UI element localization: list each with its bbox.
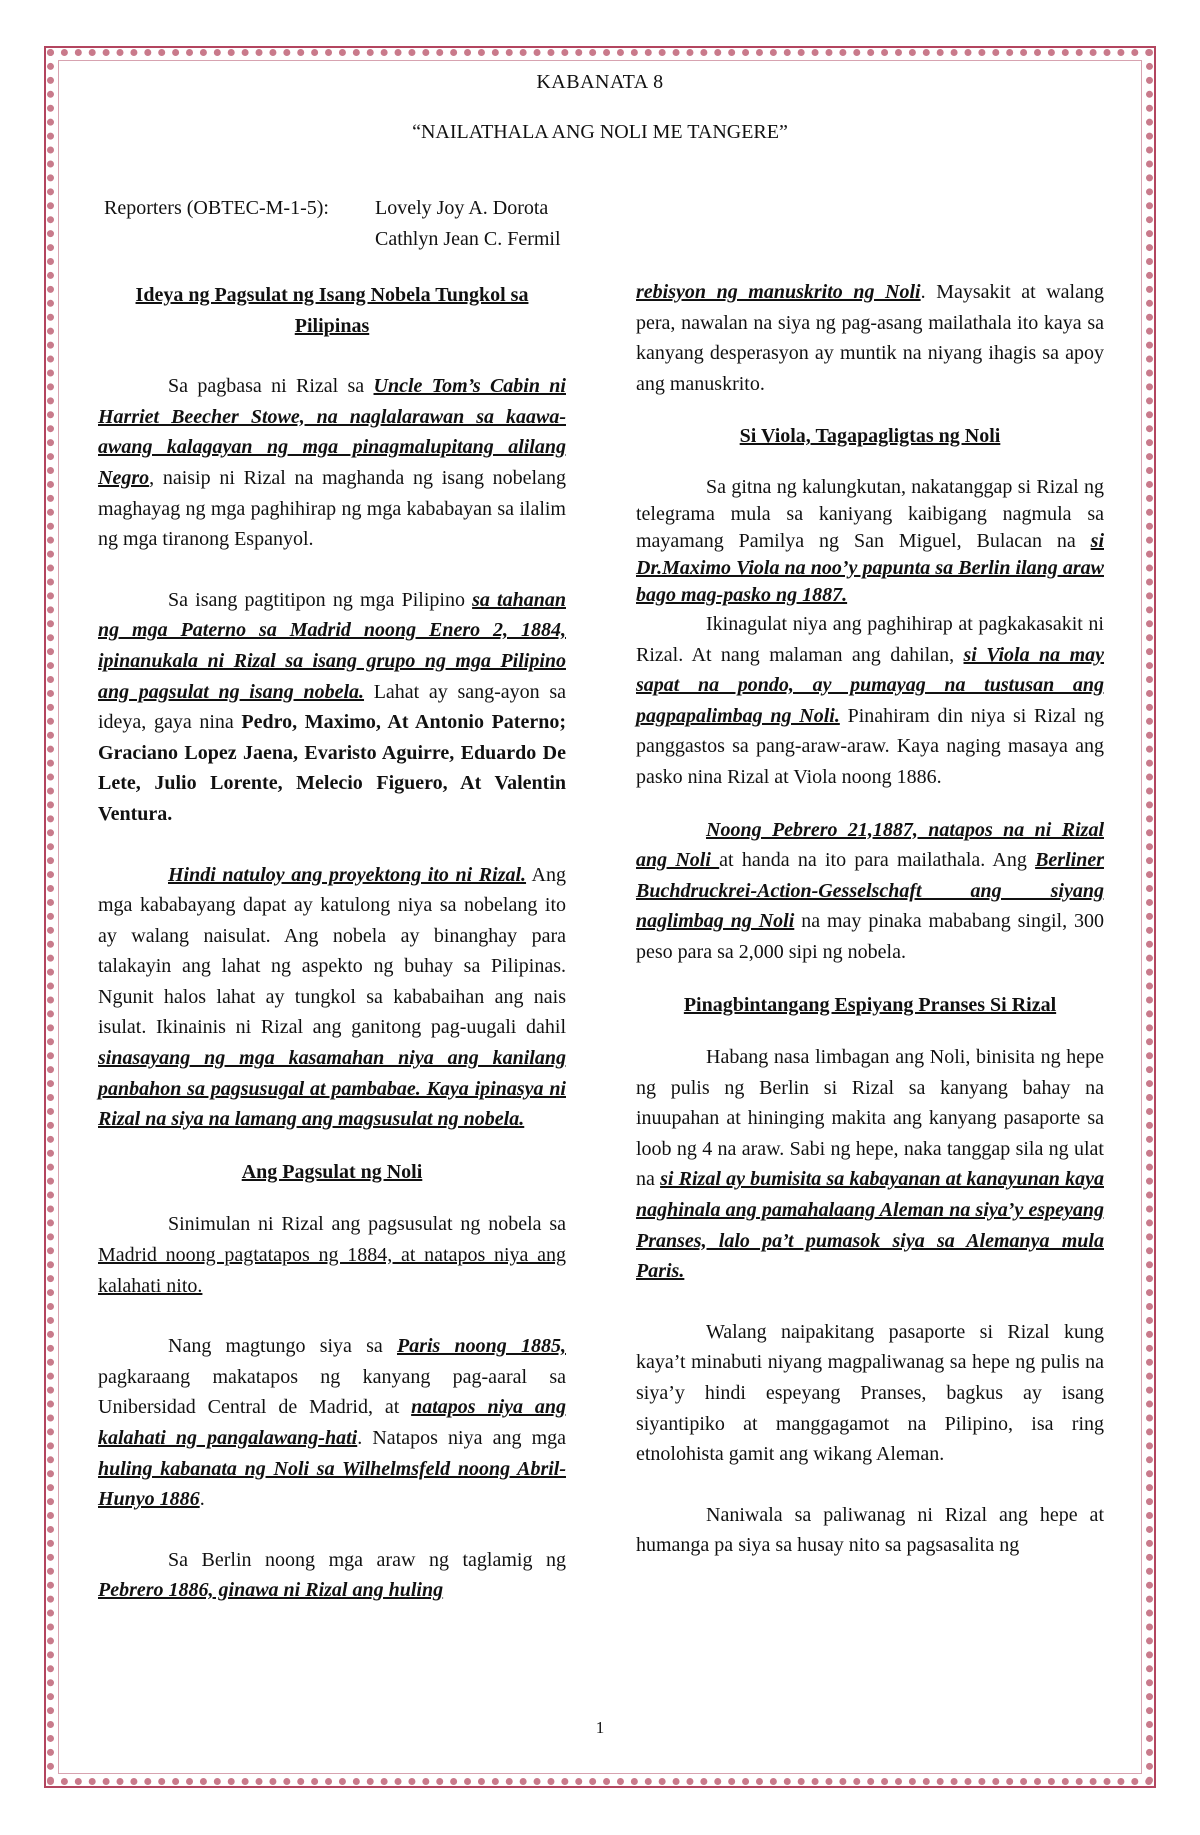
text-run: Ikinagulat niya ang paghihirap at pagkakasakit ni Rizal. At nang malaman ang dahilan,	[636, 612, 1104, 666]
paragraph	[98, 1545, 566, 1606]
emphasis-run: natapos niya ang kalahati ng pangalawang-hati	[98, 1396, 566, 1449]
text-run: Sa gitna ng kalungkutan, nakatanggap si Rizal ng telegrama mula sa kaniyang kaibigang nagmula sa mayamang Pamilya ng San Miguel, Bulacan na	[636, 475, 1104, 552]
section-heading: Ang Pagsulat ng Noli	[241, 1160, 423, 1183]
text-run: pagkaraang makatapos ng kanyang pag-aaral sa Unibersidad Central de Madrid, at	[98, 1365, 566, 1419]
reporters-label: Reporters (OBTEC-M-1-5):	[104, 197, 329, 219]
emphasis-run: Noong Pebrero 21,1887, natapos na ni Rizal ang Noli	[636, 818, 1104, 872]
text-run: na may pinaka mababang singil, 300 peso para sa 2,000 sipi ng nobela.	[636, 910, 1104, 963]
text-run: Sa pagbasa ni Rizal sa	[168, 375, 374, 398]
left-column	[98, 280, 566, 1606]
text-run: Habang nasa limbagan ang Noli, binisita ng hepe ng pulis ng Berlin si Rizal sa kanyang bahay na inuupahan at hininging makita ang kanyang pasaporte sa loob ng 4 na araw. Sabi ng hepe, naka tanggap sila ng ulat na	[636, 1046, 1104, 1191]
emphasis-run: Hindi natuloy ang proyektong ito ni Rizal.	[168, 863, 527, 886]
paragraph	[636, 609, 1104, 793]
emphasis-run: Paris noong 1885,	[397, 1335, 566, 1358]
reporter-name: Cathlyn Jean C. Fermil	[375, 228, 561, 250]
paragraph	[98, 585, 566, 830]
paragraph: Naniwala sa paliwanag ni Rizal ang hepe at humanga pa siya sa husay nito sa pagsasalita ng	[636, 1503, 1104, 1557]
reporter-name: Lovely Joy A. Dorota	[375, 197, 549, 219]
text-run: . Maysakit at walang pera, nawalan na siya ng pag-asang mailathala ito kaya sa kanyang desperasyon ay muntik na niyang ihagis sa apoy ang manuskrito.	[636, 281, 1104, 395]
section-heading: Pinagbintangang Espiyang Pranses Si Rizal	[683, 993, 1057, 1016]
paragraph: Walang naipakitang pasaporte si Rizal kung kaya’t minabuti niyang magpaliwanag sa hepe ng pulis na siya’y hindi espeyang Pranses, bagkus ay isang siyantipiko at manggagamot na Pilipino, isa ring etnolohista gamit ang wikang Aleman.	[636, 1320, 1104, 1466]
text-run: .	[199, 1488, 205, 1511]
section-heading: Ideya ng Pagsulat ng Isang Nobela Tungkol sa Pilipinas	[135, 284, 529, 337]
text-run: Sa Berlin noong mga araw ng taglamig ng	[168, 1548, 566, 1571]
text-run: at handa na ito para mailathala. Ang	[719, 849, 1036, 872]
bold-names: Pedro, Maximo, At Antonio Paterno; Graciano Lopez Jaena, Evaristo Aguirre, Eduardo De Lete, Julio Lorente, Melecio Figuero, At Valentin Ventura.	[98, 711, 567, 825]
emphasis-run: rebisyon ng manuskrito ng Noli	[636, 281, 921, 303]
chapter-title: “NAILATHALA ANG NOLI ME TANGERE”	[412, 121, 788, 143]
paragraph	[636, 277, 1104, 399]
right-column	[636, 277, 1104, 1561]
emphasis-run: si Rizal ay bumisita sa kabayanan at kanayunan kaya naghinala ang pamahalaang Aleman na siya’y espeyang Pranses, lalo pa’t pumasok siya sa Alemanya mula Paris.	[636, 1168, 1104, 1283]
underlined-run: Madrid noong pagtatapos ng 1884, at natapos niya ang kalahati nito.	[98, 1244, 566, 1297]
paragraph	[98, 1209, 566, 1301]
paragraph	[636, 815, 1104, 968]
section-heading: Si Viola, Tagapagligtas ng Noli	[739, 425, 1001, 448]
emphasis-run: si Dr.Maximo Viola na noo’y papunta sa Berlin ilang araw bago mag-pasko ng 1887.	[636, 529, 1104, 606]
emphasis-run: Uncle Tom’s Cabin ni Harriet Beecher Stowe, na naglalarawan sa kaawa-awang kalagayan ng mga pinagmalupitang alilang Negro	[98, 375, 566, 489]
text-run: , naisip ni Rizal na maghanda ng isang nobelang maghayag ng mga paghihirap ng mga kababayan sa ilalim ng mga tiranong Espanyol.	[98, 466, 566, 551]
emphasis-run: si Viola na may sapat na pondo, ay pumayag na tustusan ang pagpapalimbag ng Noli.	[636, 643, 1105, 727]
text-run: Pinahiram din niya si Rizal ng panggastos sa pang-araw-araw. Kaya naging masaya ang pasko nina Rizal at Viola noong 1886.	[636, 704, 1104, 788]
page-number: 1	[595, 1718, 605, 1737]
text-run: Sinimulan ni Rizal ang pagsusulat ng nobela sa	[168, 1213, 566, 1236]
text-run: Lahat ay sang-ayon sa ideya, gaya nina	[98, 680, 566, 734]
emphasis-run: Berliner Buchdruckrei-Action-Gesselschaft ang siyang naglimbag ng Noli	[636, 849, 1104, 933]
text-run: Sa isang pagtitipon ng mga Pilipino	[168, 588, 473, 611]
paragraph	[98, 860, 566, 1135]
paragraph	[98, 1331, 566, 1515]
emphasis-run: sinasayang ng mga kasamahan niya ang kanilang panbahon sa pagsusugal at pambabae. Kaya ipinasya ni Rizal na siya na lamang ang magsusulat ng nobela.	[98, 1047, 566, 1131]
text-run: . Natapos niya ang mga	[357, 1427, 566, 1449]
paragraph	[636, 1042, 1104, 1287]
emphasis-run: sa tahanan ng mga Paterno sa Madrid noong Enero 2, 1884, ipinanukala ni Rizal sa isang grupo ng mga Pilipino ang pagsulat ng isang nobela.	[98, 588, 566, 703]
text-run: Ang mga kababayang dapat ay katulong niya sa nobelang ito ay walang naisulat. Ang nobela ay binanghay para talakayin ang lahat ng aspekto ng buhay sa Pilipinas. Ngunit halos lahat ay tungkol sa kababaihan ang nais isulat. Ikinainis ni Rizal ang ganitong pag-uugali dahil	[98, 863, 566, 1039]
chapter-heading: KABANATA 8	[536, 71, 664, 93]
emphasis-run: huling kabanata ng Noli sa Wilhelmsfeld noong Abril-Hunyo 1886	[98, 1457, 566, 1511]
paragraph	[98, 371, 566, 555]
text-run: Nang magtungo siya sa	[168, 1335, 397, 1358]
emphasis-run: Pebrero 1886, ginawa ni Rizal ang huling	[98, 1579, 444, 1602]
paragraph	[636, 474, 1104, 609]
